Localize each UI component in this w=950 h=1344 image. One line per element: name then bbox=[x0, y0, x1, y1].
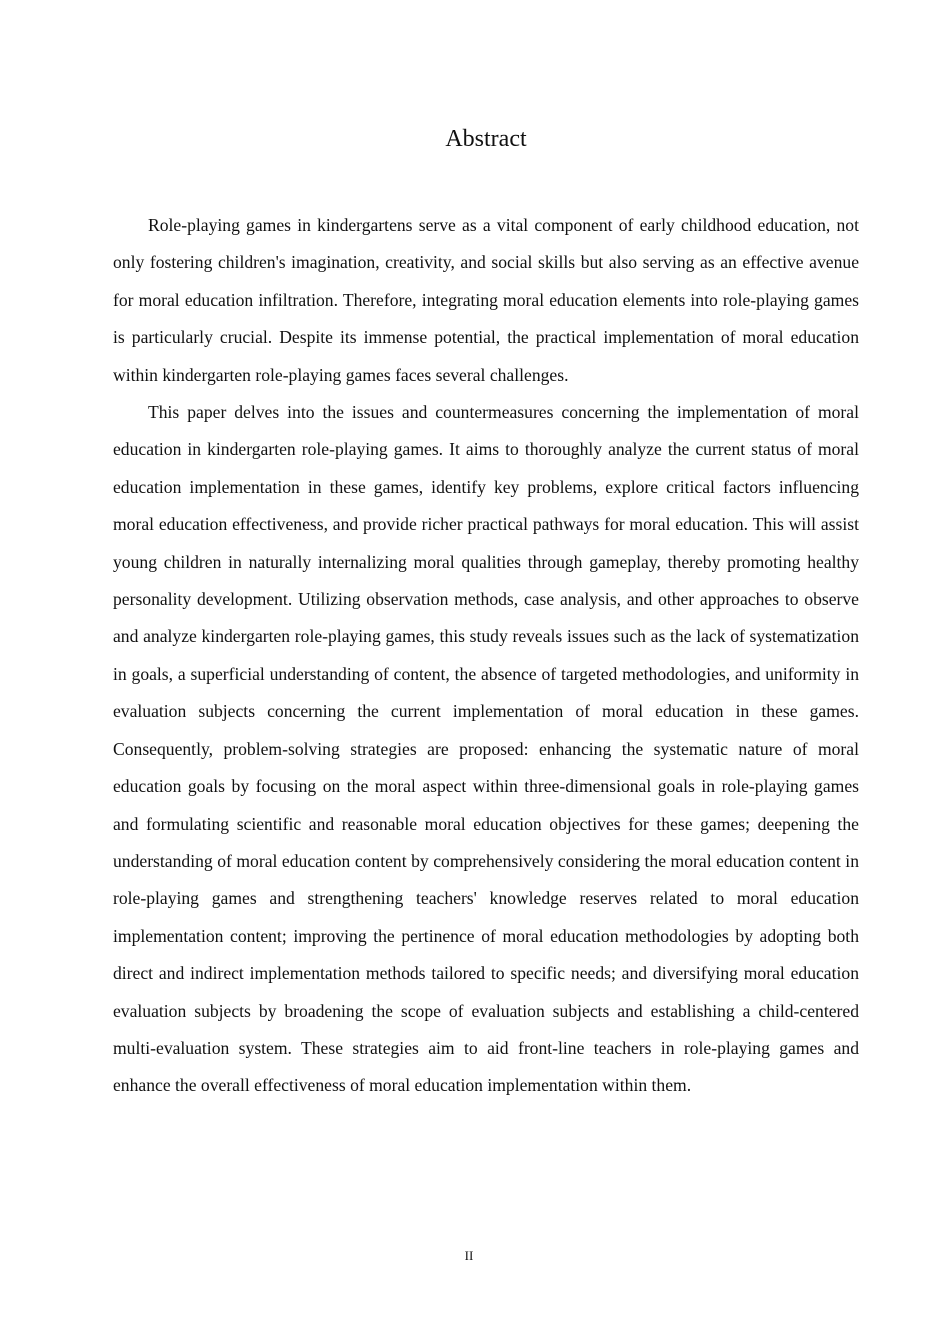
page-title: Abstract bbox=[445, 126, 527, 152]
abstract-paragraph-1: Role-playing games in kindergartens serve as a vital component of early childhood education, not only fostering children's imagination, creativity, and social skills but also serving as an effective avenue for moral education infiltration. Therefore, integrating moral education elements into role-playing games is particularly crucial. Despite its immense potential, the practical implementation of moral education within kindergarten role-playing games faces several challenges. bbox=[113, 215, 859, 385]
abstract-body bbox=[113, 207, 859, 1105]
abstract-paragraph-2: This paper delves into the issues and countermeasures concerning the implementation of moral education in kindergarten role-playing games. It aims to thoroughly analyze the current status of moral education implementation in these games, identify key problems, explore critical factors influencing moral education effectiveness, and provide richer practical pathways for moral education. This will assist young children in naturally internalizing moral qualities through gameplay, thereby promoting healthy personality development. Utilizing observation methods, case analysis, and other approaches to observe and analyze kindergarten role-playing games, this study reveals issues such as the lack of systematization in goals, a superficial understanding of content, the absence of targeted methodologies, and uniformity in evaluation subjects concerning the current implementation of moral education in these games. Consequently, problem-solving strategies are proposed: enhancing the systematic nature of moral education goals by focusing on the moral aspect within three-dimensional goals in role-playing games and formulating scientific and reasonable moral education objectives for these games; deepening the understanding of moral education content by comprehensively considering the moral education content in role-playing games and strengthening teachers' knowledge reserves related to moral education implementation content; improving the pertinence of moral education methodologies by adopting both direct and indirect implementation methods tailored to specific needs; and diversifying moral education evaluation subjects by broadening the scope of evaluation subjects and establishing a child-centered multi-evaluation system. These strategies aim to aid front-line teachers in role-playing games and enhance the overall effectiveness of moral education implementation within them. bbox=[113, 402, 859, 1096]
page-number: II bbox=[464, 1248, 474, 1263]
